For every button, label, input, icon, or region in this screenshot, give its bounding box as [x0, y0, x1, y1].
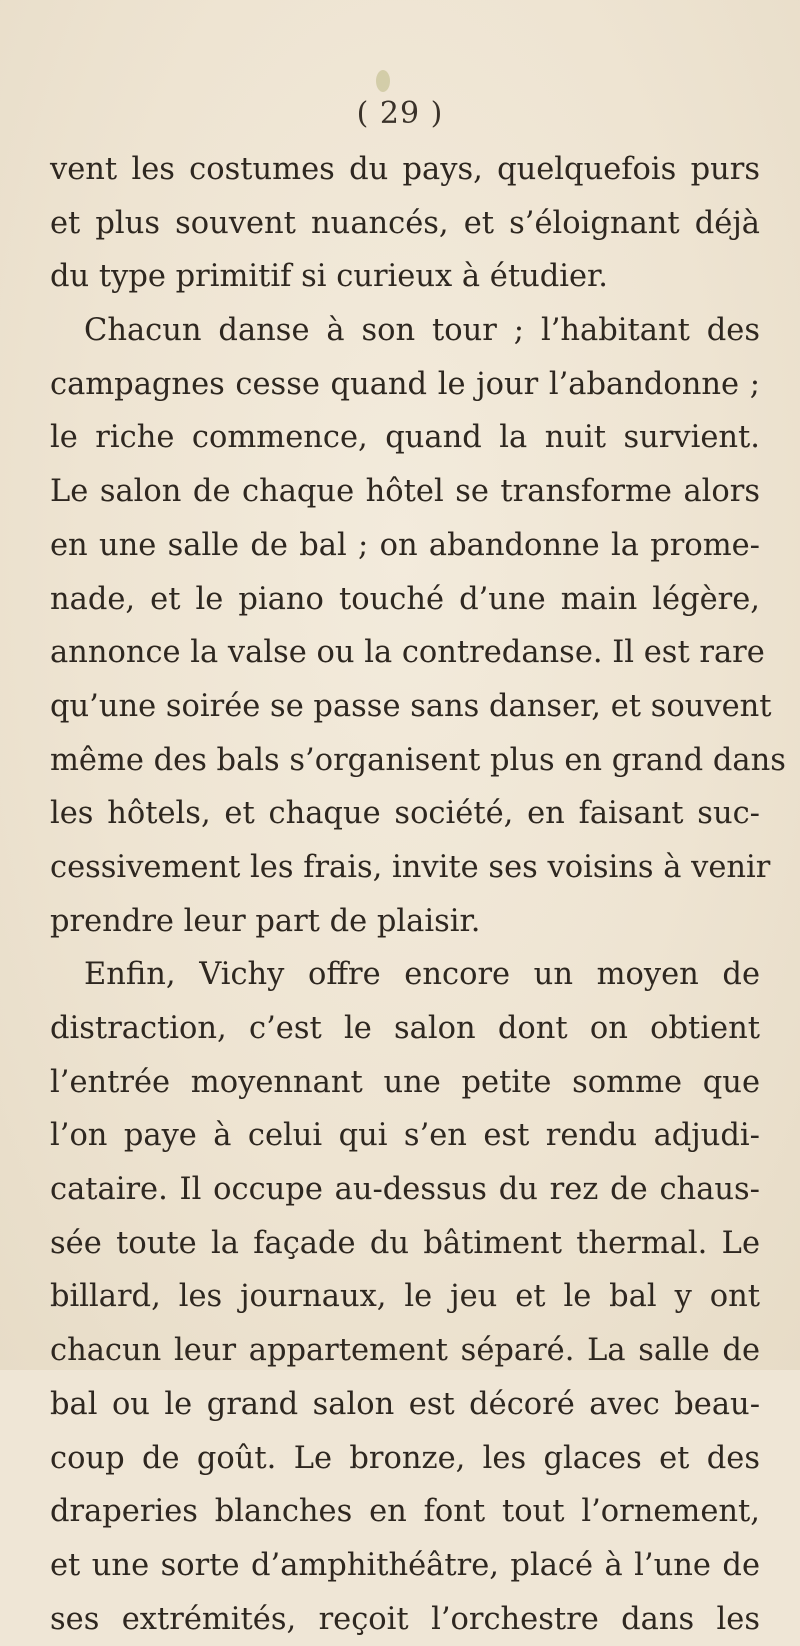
text-line: campagnes cesse quand le jour l’abandonne ; — [50, 366, 760, 402]
text-line: bal ou le grand salon est décoré avec beau- — [50, 1386, 760, 1422]
text-line: distraction, c’est le salon dont on obtient — [50, 1011, 760, 1046]
text-line: nade, et le piano touché d’une main légère, — [50, 581, 760, 617]
text-line: vent les costumes du pays, quelquefois purs — [50, 152, 760, 187]
text-line: prendre leur part de plaisir. — [50, 903, 481, 939]
text-line: et une sorte d’amphithéâtre, placé à l’une de — [50, 1547, 760, 1583]
text-line: du type primitif si curieux à étudier. — [50, 259, 608, 295]
text-line: cataire. Il occupe au-dessus du rez de chaus- — [50, 1172, 760, 1208]
text-line: le riche commence, quand la nuit survient. — [50, 420, 760, 456]
text-line: Enfin, Vichy offre encore un moyen de — [84, 957, 760, 993]
text-line: ses extrémités, reçoit l’orchestre dans les — [50, 1601, 760, 1637]
body-text — [50, 143, 786, 1646]
text-line: en une salle de bal ; on abandonne la prome- — [50, 527, 760, 563]
text-line: l’entrée moyennant une petite somme que — [50, 1064, 760, 1100]
text-line: chacun leur appartement séparé. La salle de — [50, 1333, 760, 1369]
text-line: sée toute la façade du bâtiment thermal. Le — [50, 1225, 760, 1261]
text-line: Chacun danse à son tour ; l’habitant des — [84, 313, 760, 349]
text-line: draperies blanches en font tout l’ornement, — [50, 1494, 760, 1530]
page-number: ( 29 ) — [356, 96, 444, 131]
text-line: coup de goût. Le bronze, les glaces et des — [50, 1440, 760, 1476]
text-line: Le salon de chaque hôtel se transforme alors — [50, 474, 760, 510]
text-line: annonce la valse ou la contredanse. Il est rare — [50, 635, 765, 671]
text-line: l’on paye à celui qui s’en est rendu adjudi- — [50, 1118, 760, 1154]
paper-stain — [376, 70, 390, 92]
text-line: et plus souvent nuancés, et s’éloignant déjà — [50, 205, 760, 241]
text-line: les hôtels, et chaque société, en faisant suc- — [50, 796, 760, 832]
text-line: qu’une soirée se passe sans danser, et souvent — [50, 688, 772, 724]
text-line: billard, les journaux, le jeu et le bal y ont — [50, 1279, 760, 1315]
text-line: cessivement les frais, invite ses voisins à venir — [50, 849, 771, 885]
text-line: même des bals s’organisent plus en grand dans — [50, 742, 786, 778]
